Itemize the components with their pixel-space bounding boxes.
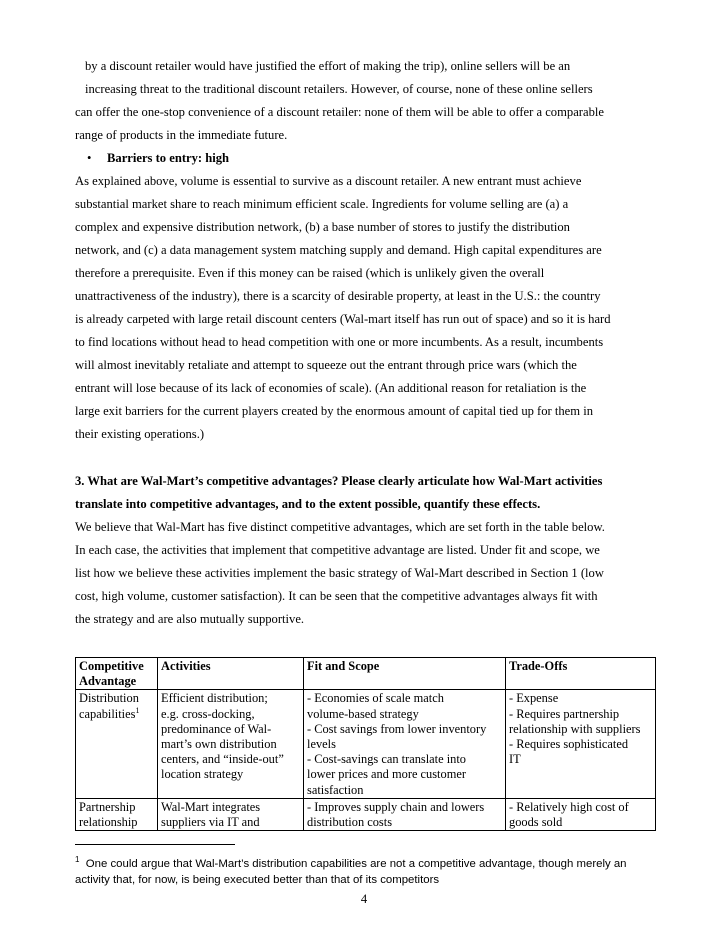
cell-line: goods sold [509,815,563,830]
competitive-advantages-table [75,657,656,831]
cell-line: - Cost-savings can translate into [307,752,466,767]
cell-line: relationship [79,815,138,830]
body-line: will almost inevitably retaliate and attempt to squeeze out the entrant through price wars (which the [75,358,577,372]
table-header-cell [506,658,656,690]
body-line: range of products in the immediate future. [75,128,288,142]
cell-line: levels [307,737,336,752]
body-line: large exit barriers for the current players created by the enormous amount of capital tied up for them in [75,404,594,418]
body-line: list how we believe these activities implement the basic strategy of Wal-Mart described in Section 1 (low [75,566,604,580]
table-cell [304,798,506,830]
bullet-heading: Barriers to entry: high [107,151,230,165]
cell-line: lower prices and more customer [307,767,466,782]
body-line: As explained above, volume is essential to survive as a discount retailer. A new entrant must achieve [75,174,582,188]
body-line: to find locations without head to head competition with one or more incumbents. As a result, incumbents [75,335,604,349]
table-cell [304,690,506,798]
table-header-text: Activities [161,659,211,673]
body-line: therefore a prerequisite. Even if this money can be raised (which is unlikely given the overall [75,266,545,280]
table-cell [158,798,304,830]
cell-line: - Relatively high cost of [509,799,629,814]
table-header-text: Fit and Scope [307,659,380,673]
table-header-cell [304,658,506,690]
cell-line: volume-based strategy [307,706,419,721]
table-cell [506,798,656,830]
question-heading: 3. What are Wal-Mart’s competitive advantages? Please clearly articulate how Wal-Mart activities [75,474,603,488]
table-row [76,798,656,830]
cell-line: distribution costs [307,815,393,830]
body-line: network, and (c) a data management system matching supply and demand. High capital expenditures are [75,243,602,257]
cell-line: e.g. cross-docking, [161,706,255,721]
cell-line: centers, and “inside-out” [161,752,284,767]
body-line: complex and expensive distribution network, (b) a base number of stores to justify the distribution [75,220,570,234]
table-cell [76,798,158,830]
table-header-cell [76,658,158,690]
table-header-text: Advantage [79,674,137,689]
cell-line: Efficient distribution; [161,691,268,706]
cell-text: capabilities [79,706,136,721]
body-line: is already carpeted with large retail discount centers (Wal-mart itself has run out of space) and so it is hard [75,312,611,326]
cell-line: IT [509,752,521,767]
body-line: by a discount retailer would have justified the effort of making the trip), online sellers will be an [85,59,571,73]
body-line: entrant will lose because of its lack of economies of scale). (An additional reason for retaliation is the [75,381,587,395]
body-line: can offer the one-stop convenience of a discount retailer: none of them will be able to offer a comparable [75,105,604,119]
cell-line: Distribution [79,691,139,706]
body-line: In each case, the activities that implement that competitive advantage are listed. Under fit and scope, we [75,543,600,557]
table-cell [76,690,158,798]
table-header-cell [158,658,304,690]
footnote-marker: 1 [75,855,80,865]
table-row [76,690,656,798]
body-line: cost, high volume, customer satisfaction). It can be seen that the competitive advantages always fit with [75,589,598,603]
body-line: increasing threat to the traditional discount retailers. However, of course, none of these online sellers [85,82,593,96]
footnote-line [75,857,627,872]
cell-line: Partnership [79,799,136,814]
body-line: substantial market share to reach minimum efficient scale. Ingredients for volume selling are (a) a [75,197,569,211]
cell-line: location strategy [161,767,244,782]
question-heading: translate into competitive advantages, and to the extent possible, quantify these effects. [75,497,541,511]
cell-line: Wal-Mart integrates [161,799,261,814]
body-line: the strategy and are also mutually supportive. [75,612,305,626]
body-line: unattractiveness of the industry), there is a scarcity of desirable property, at least in the U.S.: the country [75,289,601,303]
cell-line: - Requires sophisticated [509,737,629,752]
table-header-row [76,658,656,690]
cell-line: mart’s own distribution [161,737,277,752]
bullet-icon: • [87,151,92,165]
footnote-text: One could argue that Wal-Mart’s distribution capabilities are not a competitive advantage, though merely an [85,858,627,870]
footnote-divider [75,844,235,845]
cell-line: satisfaction [307,782,364,797]
body-line: their existing operations.) [75,427,205,441]
body-line: We believe that Wal-Mart has five distinct competitive advantages, which are set forth in the table below. [75,520,605,534]
table-header-text: Trade-Offs [509,659,568,673]
cell-line: - Cost savings from lower inventory [307,721,487,736]
cell-line: relationship with suppliers [509,721,641,736]
footnote-line: activity that, for now, is being executed better than that of its competitors [75,874,440,886]
table-cell [506,690,656,798]
cell-line: - Improves supply chain and lowers [307,799,485,814]
cell-line: - Requires partnership [509,706,620,721]
cell-line: suppliers via IT and [161,815,260,830]
cell-line: - Economies of scale match [307,691,444,706]
table-cell [158,690,304,798]
cell-line [79,707,153,722]
cell-line: predominance of Wal- [161,721,272,736]
page-number: 4 [360,892,368,906]
footnote-marker: 1 [135,705,140,715]
cell-line: - Expense [509,691,559,706]
table-header-text: Competitive [79,659,144,673]
